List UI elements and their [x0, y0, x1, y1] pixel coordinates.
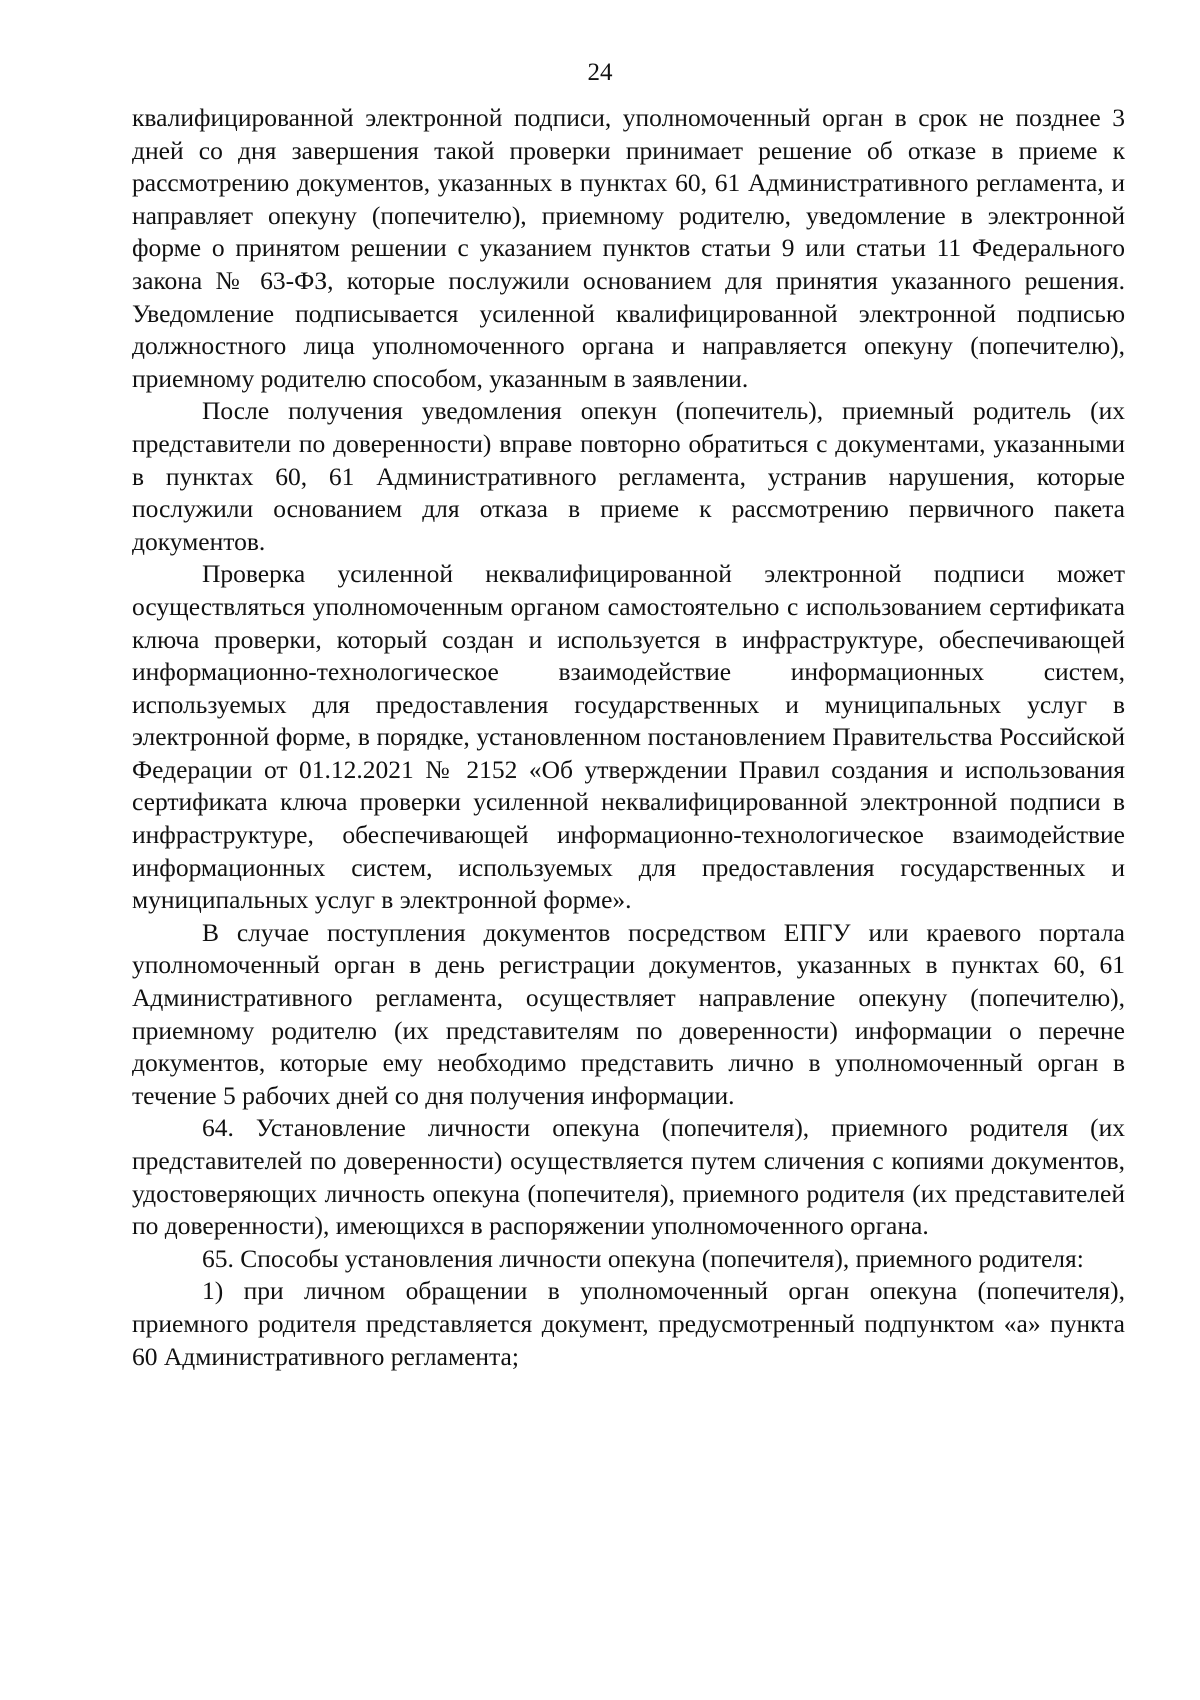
page-number: 24 — [587, 59, 613, 86]
paragraph-item-65: 65. Способы установления личности опекуна (попечителя), приемного родителя: — [202, 1243, 1084, 1273]
paragraph-resubmission: После получения уведомления опекун (попечитель), приемный родитель (их представители по доверенности) вправе повторно обратиться с документами, указанными в пунктах 60, 61 Административного регламента, устранив нарушения, которые послужили основанием для отказа в приеме к рассмотрению первичного пакета документов. — [132, 396, 1125, 556]
paragraph-subitem-1: 1) при личном обращении в уполномоченный орган опекуна (попечителя), приемного родителя представляется документ, предусмотренный подпунктом «а» пункта 60 Административного регламента; — [132, 1276, 1125, 1371]
paragraph-signature-check: Проверка усиленной неквалифицированной электронной подписи может осуществляться уполномоченным органом самостоятельно с использованием сертификата ключа проверки, который создан и используется в инфраструктуре, обеспечивающей информационно-технологическое взаимодействие информационных систем, используемых для предоставления государственных и муниципальных услуг в электронной форме, в порядке, установленном постановлением Правительства Российской Федерации от 01.12.2021 № 2152 «Об утверждении Правил создания и использования сертификата ключа проверки усиленной неквалифицированной электронной подписи в инфраструктуре, обеспечивающей информационно-технологическое взаимодействие информационных систем, используемых для предоставления государственных и муниципальных услуг в электронной форме». — [132, 559, 1125, 915]
paragraph-epgu-notice: В случае поступления документов посредством ЕПГУ или краевого портала уполномоченный орган в день регистрации документов, указанных в пунктах 60, 61 Административного регламента, осуществляет направление опекуну (попечителю), приемному родителю (их представителям по доверенности) информации о перечне документов, которые ему необходимо представить лично в уполномоченный орган в течение 5 рабочих дней со дня получения информации. — [132, 917, 1125, 1110]
paragraph-continuation: квалифицированной электронной подписи, уполномоченный орган в срок не позднее 3 дней со дня завершения такой проверки принимает решение об отказе в приеме к рассмотрению документов, указанных в пунктах 60, 61 Административного регламента, и направляет опекуну (попечителю), приемному родителю, уведомление в электронной форме о принятом решении с указанием пунктов статьи 9 или статьи 11 Федерального закона № 63-ФЗ, которые послужили основанием для принятия указанного решения. Уведомление подписывается усиленной квалифицированной электронной подписью должностного лица уполномоченного органа и направляется опекуну (попечителю), приемному родителю способом, указанным в заявлении. — [132, 103, 1125, 393]
paragraph-item-64: 64. Установление личности опекуна (попечителя), приемного родителя (их представителей по доверенности) осуществляется путем сличения с копиями документов, удостоверяющих личность опекуна (попечителя), приемного родителя (их представителей по доверенности), имеющихся в распоряжении уполномоченного органа. — [132, 1113, 1125, 1241]
document-body — [132, 102, 1125, 1373]
